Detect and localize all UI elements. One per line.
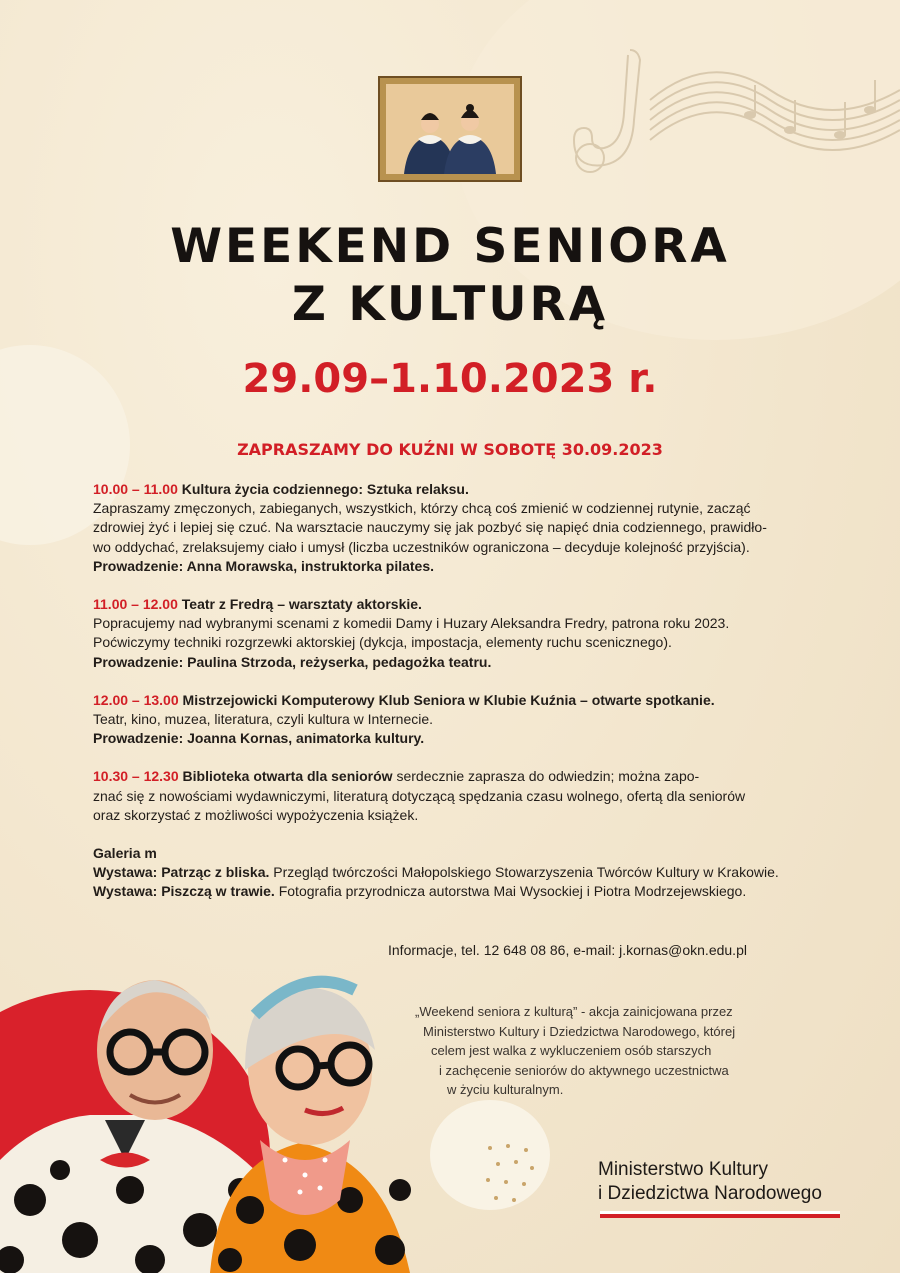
- quote-line: „Weekend seniora z kulturą” - akcja zainicjowana przez: [415, 1004, 733, 1019]
- poster-title: [0, 218, 900, 334]
- event-heading-rest: serdecznie zaprasza do odwiedzin; można zapo-: [392, 768, 700, 785]
- event-description-line: oraz skorzystać z możliwości wypożyczenia książek.: [93, 806, 419, 823]
- event-item: [93, 691, 813, 749]
- flag-red-stripe: [600, 1214, 840, 1218]
- saxophone-notes-icon: [560, 40, 900, 200]
- polish-flag-icon: [600, 1211, 840, 1218]
- exhibition-text: Fotografia przyrodnicza autorstwa Mai Wysockiej i Piotra Modrzejewskiego.: [274, 883, 747, 900]
- event-description-line: zdrowiej żyć i lepiej się czuć. Na warsztacie nauczymy się jak pozbyć się napięć dnia codziennego, prawidło-: [93, 519, 767, 536]
- quote-line: Ministerstwo Kultury i Dziedzictwa Narodowego, której: [423, 1023, 736, 1039]
- event-item: [93, 595, 813, 672]
- event-heading: Kultura życia codziennego: Sztuka relaksu.: [181, 481, 469, 497]
- event-item: [93, 480, 813, 576]
- event-time: 12.00 – 13.00: [93, 691, 179, 708]
- event-heading: Mistrzejowicki Komputerowy Klub Seniora w Klubie Kuźnia – otwarte spotkanie.: [182, 691, 715, 708]
- event-heading: Biblioteka otwarta dla seniorów: [182, 768, 393, 785]
- event-description-line: Popracujemy nad wybranymi scenami z komedii Damy i Huzary Aleksandra Fredry, patrona roku 2023.: [93, 615, 730, 632]
- ministry-logo: [598, 1158, 822, 1206]
- senior-couple-illustration: [0, 960, 500, 1273]
- title-line-1: WEEKEND SENIORA: [170, 219, 730, 274]
- quote-line: w życiu kulturalnym.: [447, 1082, 564, 1097]
- event-time: 10.30 – 12.30: [93, 768, 179, 785]
- ministry-name-line-2: i Dziedzictwa Narodowego: [598, 1183, 822, 1204]
- ministry-name-line-1: Ministerstwo Kultury: [598, 1159, 768, 1180]
- event-time: 11.00 – 12.00: [93, 596, 178, 613]
- exhibition-label: Wystawa: Patrząc z bliska.: [93, 864, 270, 881]
- exhibition-label: Wystawa: Piszczą w trawie.: [93, 883, 275, 900]
- event-leader: Prowadzenie: Joanna Kornas, animatorka kultury.: [93, 730, 425, 747]
- invitation-heading: ZAPRASZAMY DO KUŹNI W SOBOTĘ 30.09.2023: [237, 440, 663, 459]
- event-dates: 29.09–1.10.2023 r.: [242, 356, 658, 402]
- event-description-line: Teatr, kino, muzea, literatura, czyli kultura w Internecie.: [93, 711, 434, 728]
- program-schedule: [93, 480, 813, 902]
- framed-couple-portrait-icon: [380, 78, 520, 180]
- event-time: 10.00 – 11.00: [93, 481, 178, 497]
- contact-info: Informacje, tel. 12 648 08 86, e-mail: j.kornas@okn.edu.pl: [388, 942, 747, 958]
- quote-line: celem jest walka z wykluczeniem osób starszych: [431, 1043, 712, 1058]
- gallery-heading: Galeria m: [93, 845, 157, 862]
- event-description-line: wo oddychać, zrelaksujemy ciało i umysł (liczba uczestników ograniczona – decyduje kolejność przyjścia).: [93, 538, 750, 555]
- event-leader: Prowadzenie: Paulina Strzoda, reżyserka, pedagożka teatru.: [93, 653, 492, 670]
- title-line-2: Z KULTURĄ: [291, 277, 609, 332]
- event-description-line: Poćwiczymy techniki rozgrzewki aktorskiej (dykcja, impostacja, elementy ruchu scenicznego).: [93, 634, 672, 651]
- gallery-section: [93, 844, 813, 902]
- event-item: [93, 767, 813, 825]
- event-leader: Prowadzenie: Anna Morawska, instruktorka pilates.: [93, 557, 435, 574]
- quote-line: i zachęcenie seniorów do aktywnego uczestnictwa: [439, 1062, 729, 1078]
- event-description-line: Zapraszamy zmęczonych, zabieganych, wszystkich, którzy chcą coś zmienić w codziennej rutynie, zacząć: [93, 500, 751, 517]
- exhibition-text: Przegląd twórczości Małopolskiego Stowarzyszenia Twórców Kultury w Krakowie.: [269, 864, 779, 881]
- event-heading: Teatr z Fredrą – warsztaty aktorskie.: [181, 596, 422, 613]
- event-description-line: znać się z nowościami wydawniczymi, literaturą dotyczącą spędzania czasu wolnego, ofertą dla seniorów: [93, 787, 746, 804]
